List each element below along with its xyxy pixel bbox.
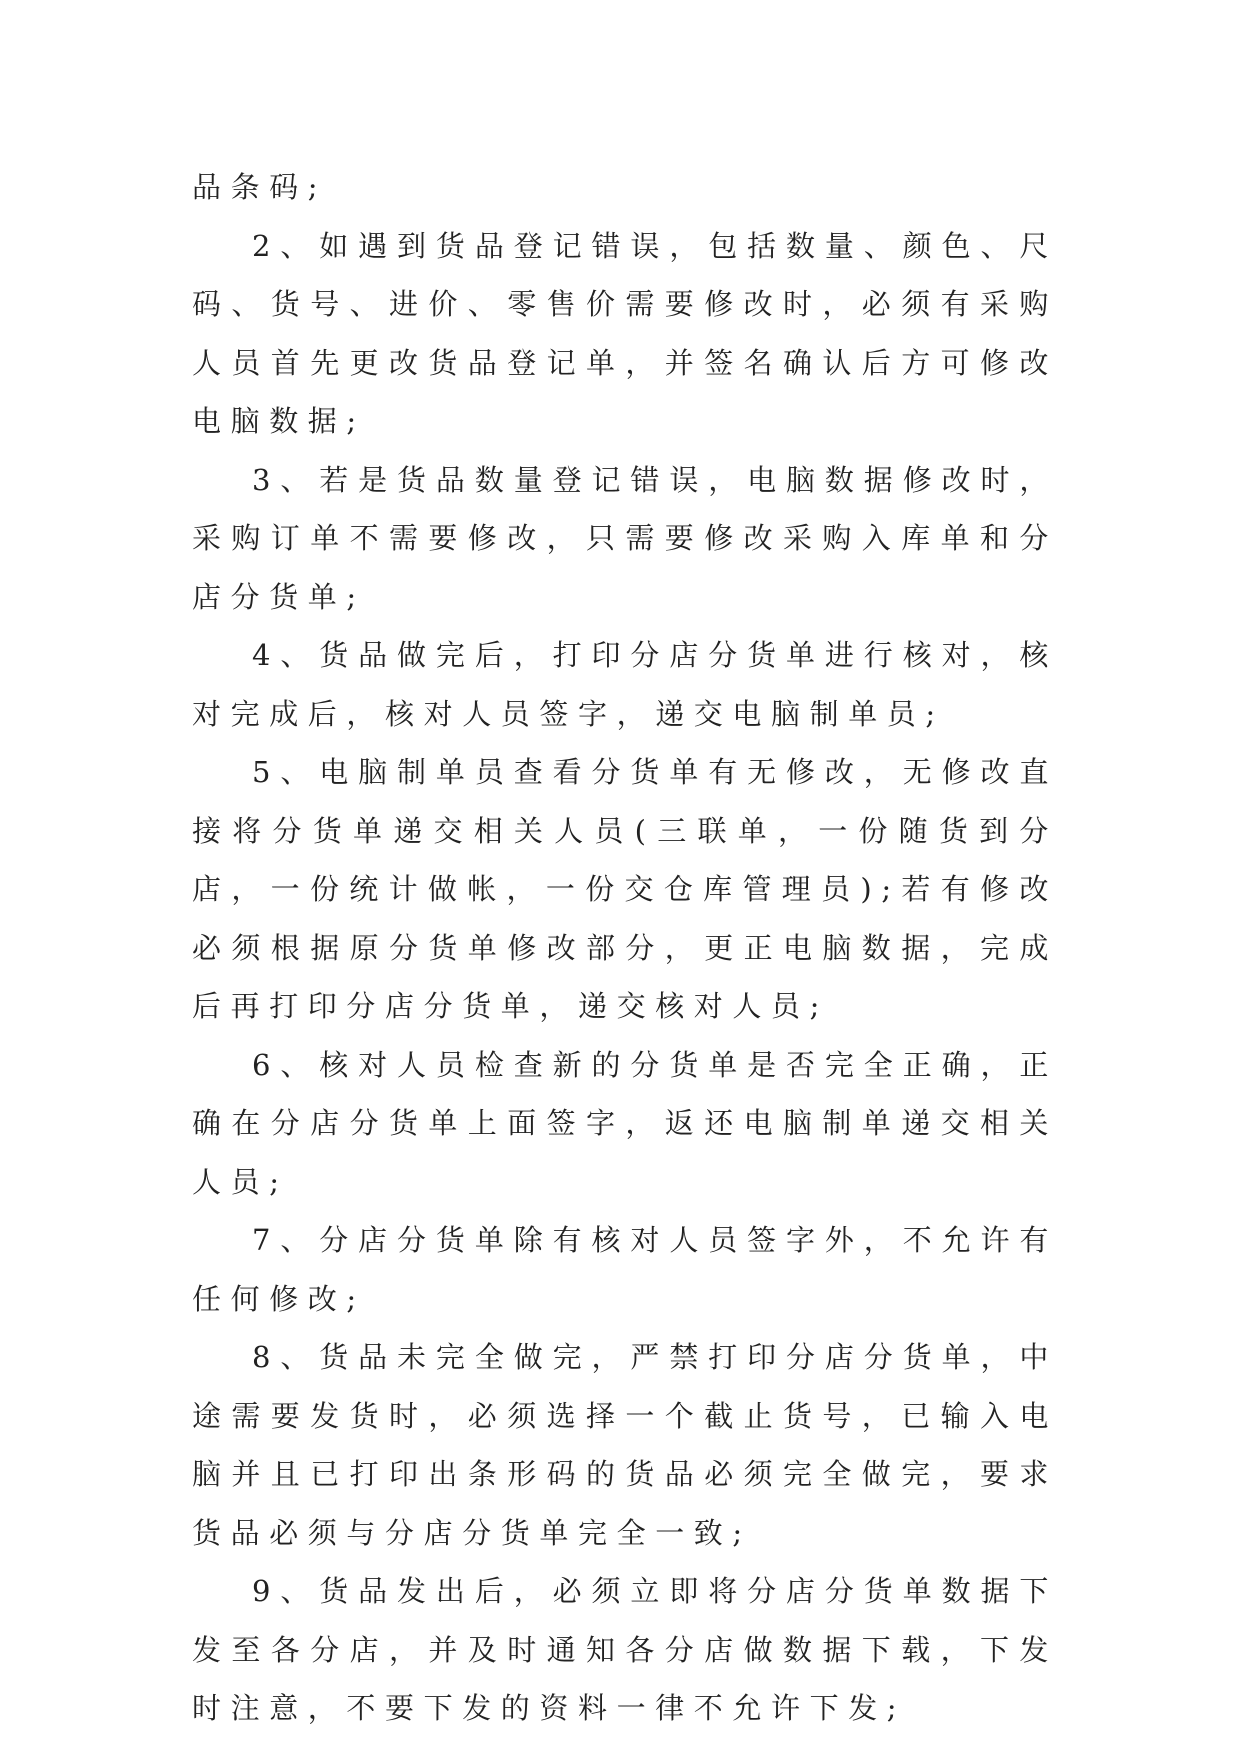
document-body [192, 158, 1058, 1738]
paragraph-item-3: 3、若是货品数量登记错误，电脑数据修改时，采购订单不需要修改，只需要修改采购入库单和分店分货单; [192, 462, 1058, 614]
paragraph-continuation: 品条码; [192, 170, 328, 204]
paragraph-item-7: 7、分店分货单除有核对人员签字外，不允许有任何修改; [192, 1223, 1058, 1316]
paragraph-item-8: 8、货品未完全做完，严禁打印分店分货单，中途需要发货时，必须选择一个截止货号，已输入电脑并且已打印出条形码的货品必须完全做完，要求货品必须与分店分货单完全一致; [192, 1340, 1058, 1550]
paragraph-item-4: 4、货品做完后，打印分店分货单进行核对，核对完成后，核对人员签字，递交电脑制单员; [192, 638, 1058, 731]
paragraph-item-2: 2、如遇到货品登记错误，包括数量、颜色、尺码、货号、进价、零售价需要修改时，必须有采购人员首先更改货品登记单，并签名确认后方可修改电脑数据; [192, 228, 1058, 438]
paragraph-item-6: 6、核对人员检查新的分货单是否完全正确，正确在分店分货单上面签字，返还电脑制单递交相关人员; [192, 1047, 1058, 1199]
paragraph-item-5: 5、电脑制单员查看分货单有无修改，无修改直接将分货单递交相关人员(三联单，一份随货到分店，一份统计做帐，一份交仓库管理员);若有修改必须根据原分货单修改部分，更正电脑数据，完成后再打印分店分货单，递交核对人员; [192, 755, 1058, 1023]
paragraph-item-9: 9、货品发出后，必须立即将分店分货单数据下发至各分店，并及时通知各分店做数据下载，下发时注意，不要下发的资料一律不允许下发; [192, 1574, 1058, 1725]
